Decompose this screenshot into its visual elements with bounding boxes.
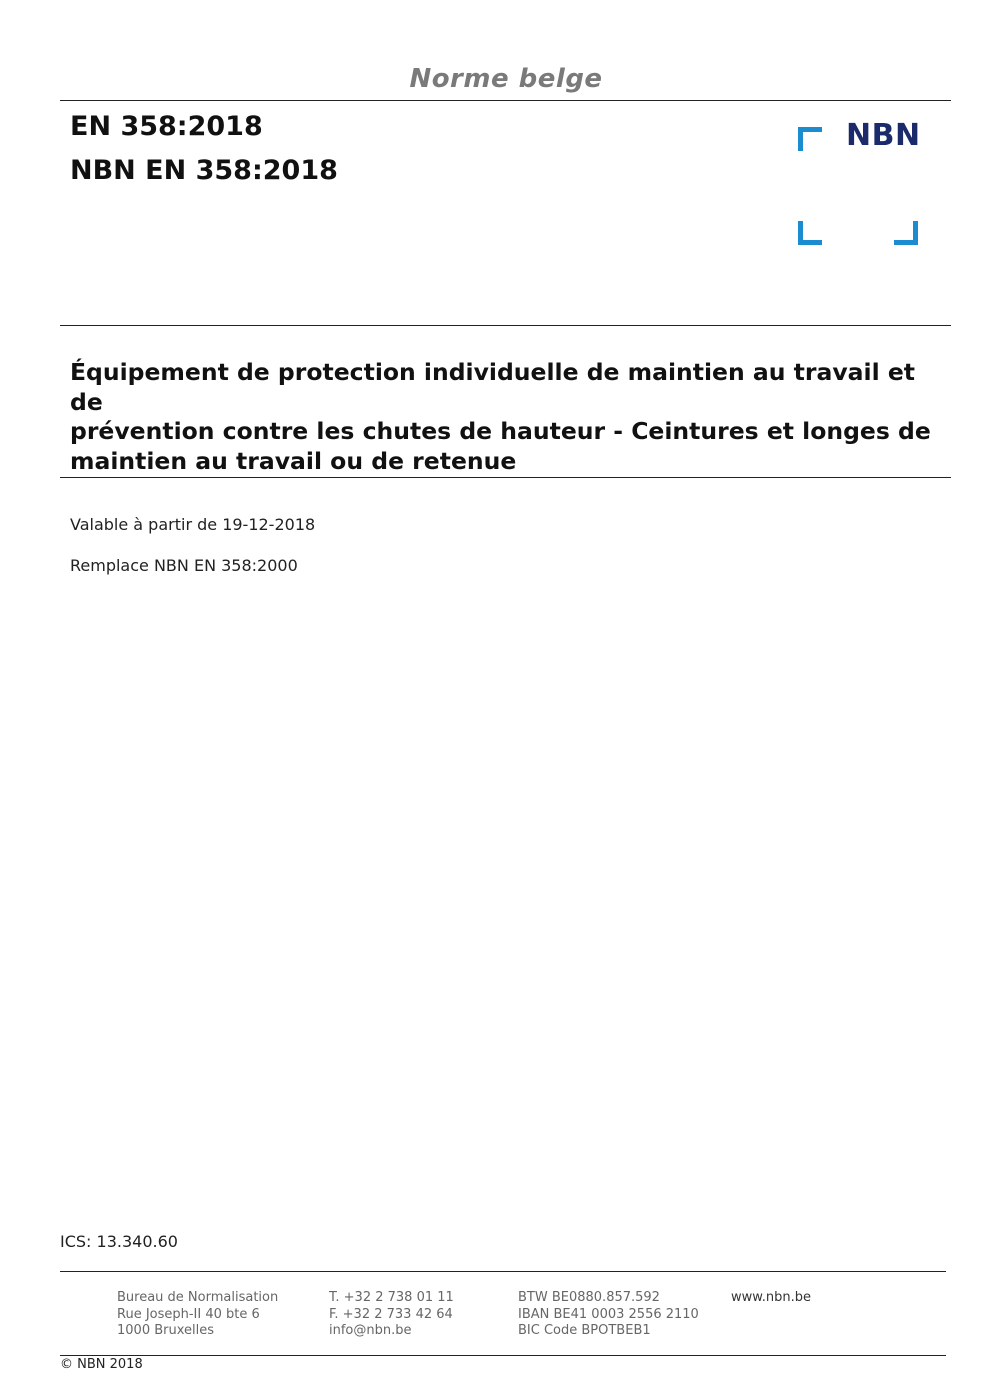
title-bottom-divider [60, 477, 951, 478]
title-line: maintien au travail ou de retenue [70, 446, 517, 475]
footer-contact [329, 1290, 454, 1340]
copyright-text: © NBN 2018 [60, 1357, 143, 1372]
document-title [70, 358, 950, 476]
nbn-standard-number: NBN EN 358:2018 [70, 155, 338, 186]
title-line: Équipement de protection individuelle de maintien au travail et de [70, 358, 915, 416]
nbn-logo-text: NBN [846, 118, 921, 153]
footer-bank [518, 1290, 699, 1340]
title-line: prévention contre les chutes de hauteur - Ceintures et longes de [70, 417, 931, 445]
footer-website-link[interactable]: www.nbn.be [731, 1290, 811, 1305]
footer-fax: F. +32 2 733 42 64 [329, 1306, 453, 1322]
footer-top-divider [60, 1271, 946, 1272]
footer-address-line: 1000 Bruxelles [117, 1323, 215, 1338]
en-standard-number: EN 358:2018 [70, 111, 263, 142]
footer-bic: BIC Code BPOTBEB1 [518, 1323, 651, 1338]
valid-from-text: Valable à partir de 19-12-2018 [70, 515, 316, 534]
footer-address-line: Rue Joseph-II 40 bte 6 [117, 1306, 260, 1322]
title-top-divider [60, 325, 951, 326]
footer-email[interactable]: info@nbn.be [329, 1323, 412, 1338]
header-divider [60, 100, 951, 101]
ics-code: ICS: 13.340.60 [60, 1232, 178, 1251]
footer-iban: IBAN BE41 0003 2556 2110 [518, 1306, 699, 1322]
footer-bottom-divider [60, 1355, 946, 1356]
document-type-label: Norme belge [409, 64, 603, 94]
footer-vat: BTW BE0880.857.592 [518, 1290, 660, 1305]
footer-address-line: Bureau de Normalisation [117, 1290, 279, 1305]
footer-address [117, 1290, 278, 1340]
replaces-text: Remplace NBN EN 358:2000 [70, 556, 298, 575]
footer-phone: T. +32 2 738 01 11 [329, 1290, 454, 1305]
